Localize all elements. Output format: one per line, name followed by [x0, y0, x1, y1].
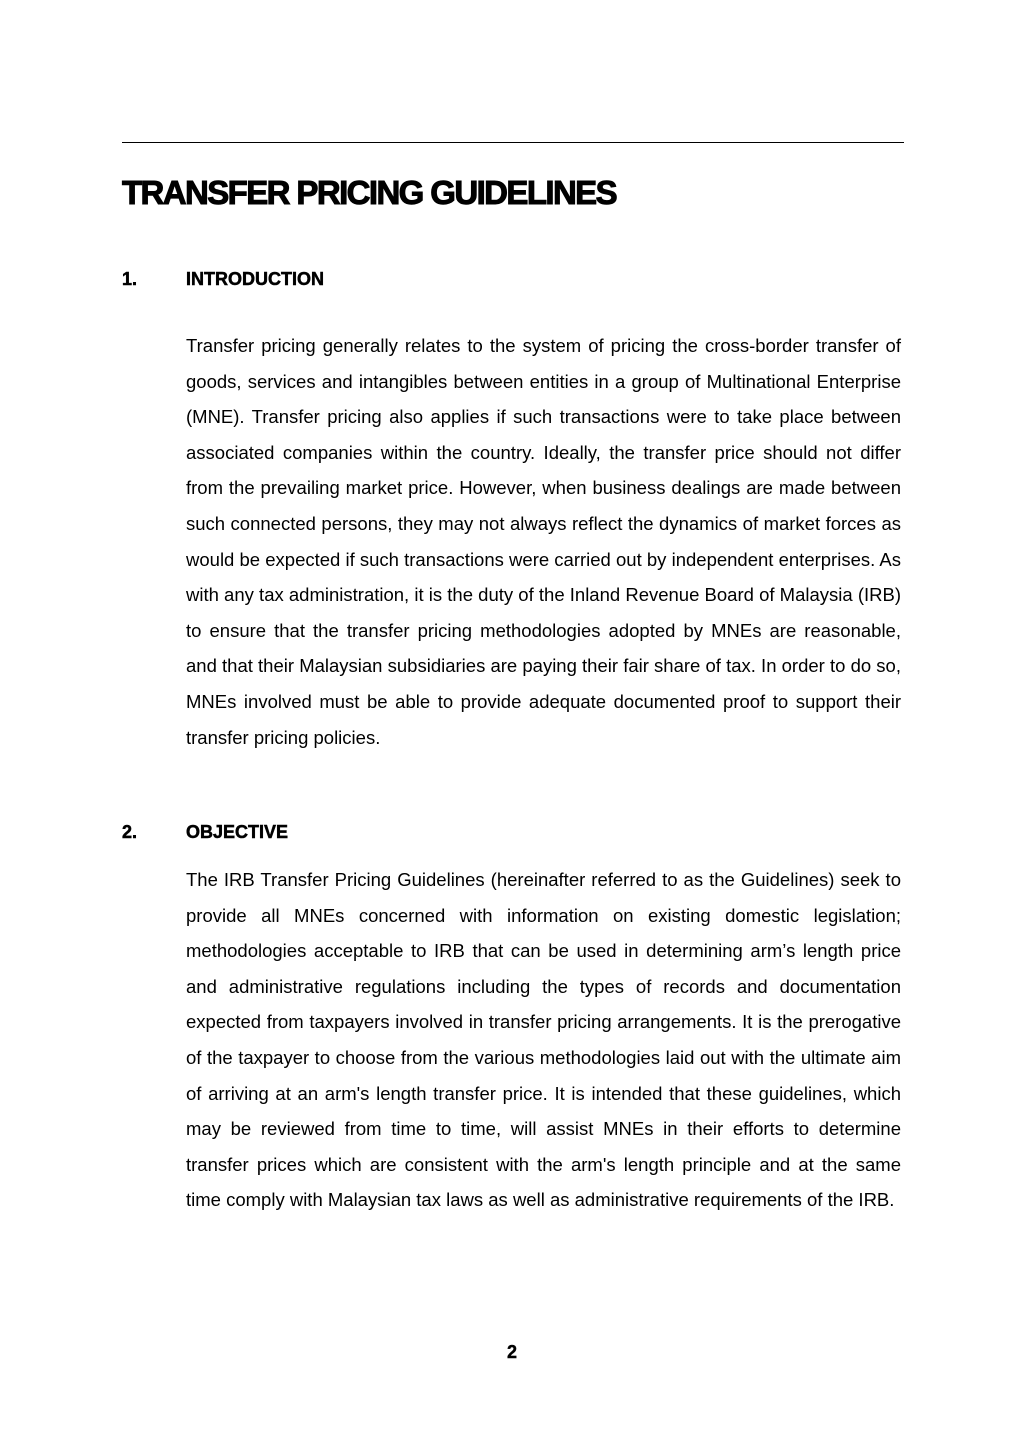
section-heading-objective	[122, 822, 288, 843]
document-title: TRANSFER PRICING GUIDELINES	[122, 174, 617, 211]
page-number: 2	[506, 1342, 517, 1362]
section-title: OBJECTIVE	[186, 822, 289, 842]
objective-paragraph: The IRB Transfer Pricing Guidelines (hereinafter referred to as the Guidelines) seek to provide all MNEs concerned with information on existing domestic legislation; methodologies acceptable to IRB that can be used in determining arm’s length price and administrative regulations including the types of records and documentation expected from taxpayers involved in transfer pricing arrangements. It is the prerogative of the taxpayer to choose from the various methodologies laid out with the ultimate aim of arriving at an arm's length transfer price. It is intended that these guidelines, which may be reviewed from time to time, will assist MNEs in their efforts to determine transfer prices which are consistent with the arm's length principle and at the same time comply with Malaysian tax laws as well as administrative requirements of the IRB.	[186, 869, 901, 1211]
introduction-paragraph: Transfer pricing generally relates to the system of pricing the cross-border transfer of goods, services and intangibles between entities in a group of Multinational Enterprise (MNE). Transfer pricing also applies if such transactions were to take place between associated companies within the country. Ideally, the transfer price should not differ from the prevailing market price. However, when business dealings are made between such connected persons, they may not always reflect the dynamics of market forces as would be expected if such transactions were carried out by independent enterprises. As with any tax administration, it is the duty of the Inland Revenue Board of Malaysia (IRB) to ensure that the transfer pricing methodologies adopted by MNEs are reasonable, and that their Malaysian subsidiaries are paying their fair share of tax. In order to do so, MNEs involved must be able to provide adequate documented proof to support their transfer pricing policies.	[186, 335, 901, 748]
section-number: 2.	[122, 822, 138, 842]
header-rule	[122, 142, 904, 143]
section-number: 1.	[122, 269, 138, 289]
section-title: INTRODUCTION	[186, 269, 324, 289]
section-heading-introduction	[122, 269, 324, 290]
